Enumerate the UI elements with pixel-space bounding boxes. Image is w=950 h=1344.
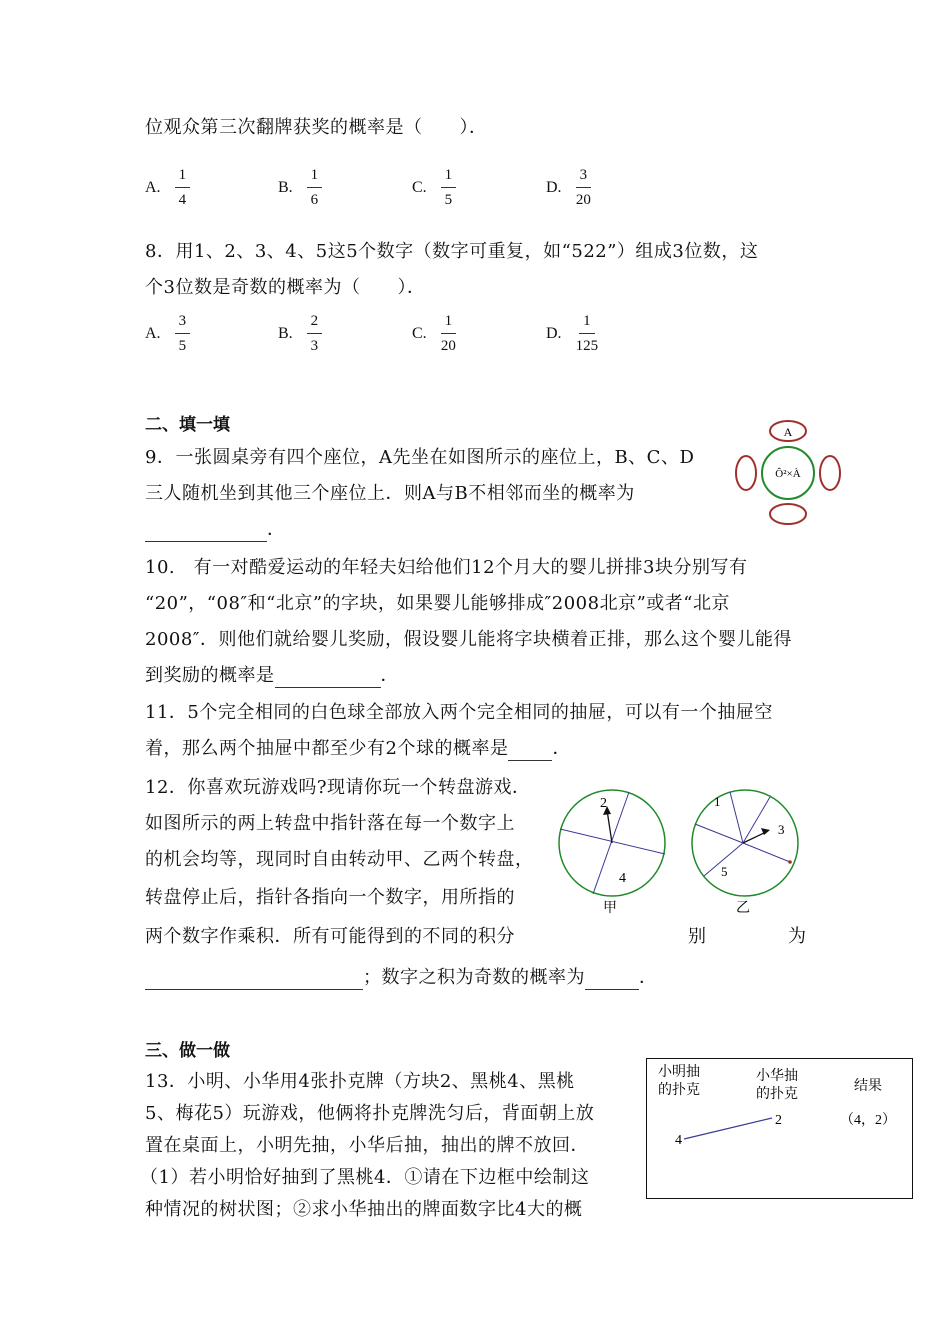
q10-text-line1: 10. 有一对酷爱运动的年轻夫妇给他们12个月大的婴儿拼排3块分别写有 bbox=[145, 557, 748, 578]
q12-text-line2: 如图所示的两上转盘中指针落在每一个数字上 bbox=[145, 813, 515, 834]
q9-text-line3 bbox=[145, 518, 286, 542]
option-label: A. bbox=[145, 324, 161, 342]
answer-blank bbox=[275, 669, 381, 688]
q8-option-d bbox=[546, 312, 598, 355]
fraction bbox=[175, 312, 191, 355]
spinner-divider bbox=[730, 792, 743, 843]
q8-option-c bbox=[412, 312, 456, 355]
q10-text-line3: 2008″．则他们就给婴儿奖励，假设婴儿能将字块横着正排，那么这个婴儿能得 bbox=[145, 629, 793, 650]
line-text: ；数字之积为奇数的概率为 bbox=[363, 967, 585, 988]
denominator: 6 bbox=[310, 192, 319, 208]
q8-text-line1: 8．用1、2、3、4、5这5个数字（数字可重复，如“522”）组成3位数，这 bbox=[145, 241, 759, 262]
option-label: B. bbox=[278, 178, 293, 196]
spinner-divider bbox=[560, 829, 665, 854]
denominator: 5 bbox=[444, 192, 453, 208]
spinner-divider bbox=[695, 824, 743, 843]
option-label: C. bbox=[412, 178, 427, 196]
sector-label: 2 bbox=[600, 796, 607, 811]
option-label: C. bbox=[412, 324, 427, 342]
option-label: D. bbox=[546, 324, 562, 342]
answer-blank bbox=[585, 971, 639, 990]
spinner-name: 甲 bbox=[603, 901, 617, 916]
line-end: ． bbox=[639, 967, 658, 988]
column-header: 结果 bbox=[854, 1079, 882, 1094]
q7-option-a bbox=[145, 166, 190, 209]
seat-right bbox=[820, 456, 840, 490]
q12-text-bie: 别 bbox=[688, 926, 707, 947]
sector-label: 4 bbox=[619, 871, 626, 886]
fraction bbox=[441, 166, 457, 209]
q12-text-line1: 12．你喜欢玩游戏吗?现请你玩一个转盘游戏． bbox=[145, 777, 531, 798]
q7-text-line1: 位观众第三次翻牌获奖的概率是（ ）． bbox=[145, 117, 488, 138]
numerator: 1 bbox=[579, 312, 595, 334]
fraction bbox=[307, 166, 323, 209]
fraction bbox=[576, 312, 599, 355]
spinner-name: 乙 bbox=[736, 901, 750, 916]
spinner-circle bbox=[692, 790, 798, 896]
column-header: 的扑克 bbox=[756, 1087, 798, 1102]
q11-text-line2 bbox=[145, 737, 571, 761]
option-label: B. bbox=[278, 324, 293, 342]
sector-label: 3 bbox=[778, 822, 785, 837]
q12-text-line6 bbox=[145, 966, 658, 990]
fraction bbox=[576, 166, 592, 209]
tree-branch bbox=[684, 1118, 772, 1139]
answer-blank bbox=[145, 971, 363, 990]
q13-text-line3: 置在桌面上，小明先抽，小华后抽，抽出的牌不放回． bbox=[145, 1135, 589, 1156]
table-label: Ô²×À bbox=[775, 468, 801, 480]
q9-text-line1: 9．一张圆桌旁有四个座位，A先坐在如图所示的座位上，B、C、D bbox=[145, 447, 695, 468]
round-table-diagram bbox=[726, 418, 850, 528]
q7-option-b bbox=[278, 166, 322, 209]
column-header: 的扑克 bbox=[658, 1083, 700, 1098]
tree-result: （4，2） bbox=[840, 1113, 896, 1128]
section-heading-fill: 二、填一填 bbox=[145, 415, 230, 435]
numerator: 3 bbox=[175, 312, 191, 334]
option-label: A. bbox=[145, 178, 161, 196]
line-end: ． bbox=[267, 519, 286, 540]
q7-option-d bbox=[546, 166, 591, 209]
line-text: 到奖励的概率是 bbox=[145, 665, 275, 686]
line-text: 着，那么两个抽屉中都至少有2个球的概率是 bbox=[145, 738, 509, 759]
fraction bbox=[441, 312, 457, 355]
spinner-pointer bbox=[607, 810, 612, 843]
q12-text-line5: 两个数字作乘积．所有可能得到的不同的积分 bbox=[145, 926, 515, 947]
answer-blank bbox=[145, 523, 267, 542]
denominator: 4 bbox=[178, 192, 187, 208]
column-header: 小明抽 bbox=[658, 1065, 700, 1080]
numerator: 1 bbox=[307, 166, 323, 188]
seat-left bbox=[736, 456, 756, 490]
q12-text-wei: 为 bbox=[788, 926, 807, 947]
denominator: 3 bbox=[310, 338, 319, 354]
q9-text-line2: 三人随机坐到其他三个座位上．则A与B不相邻而坐的概率为 bbox=[145, 483, 635, 504]
column-header: 小华抽 bbox=[756, 1069, 798, 1084]
q12-text-line3: 的机会均等，现同时自由转动甲、乙两个转盘， bbox=[145, 849, 534, 870]
spinner-jia bbox=[553, 784, 671, 918]
sector-label: 5 bbox=[721, 864, 728, 879]
sector-label: 1 bbox=[714, 794, 721, 809]
denominator: 20 bbox=[440, 338, 456, 354]
answer-blank bbox=[508, 742, 552, 761]
q11-text-line1: 11．5个完全相同的白色球全部放入两个完全相同的抽屉，可以有一个抽屉空 bbox=[145, 702, 773, 723]
q7-option-c bbox=[412, 166, 456, 209]
q8-option-b bbox=[278, 312, 322, 355]
numerator: 2 bbox=[307, 312, 323, 334]
q10-text-line2: “20”，“08″和“北京”的字块，如果婴儿能够排成″2008北京”或者“北京 bbox=[145, 593, 730, 614]
tree-diagram-box bbox=[646, 1058, 914, 1200]
numerator: 3 bbox=[576, 166, 592, 188]
line-end: ． bbox=[552, 738, 571, 759]
q13-text-line2: 5、梅花5）玩游戏，他俩将扑克牌洗匀后，背面朝上放 bbox=[145, 1103, 595, 1124]
denominator: 20 bbox=[575, 192, 591, 208]
numerator: 1 bbox=[441, 166, 457, 188]
seat-bottom bbox=[770, 504, 806, 524]
fraction bbox=[307, 312, 323, 355]
q13-text-line5: 种情况的树状图；②求小华抽出的牌面数字比4大的概 bbox=[145, 1199, 583, 1220]
q8-text-line2: 个3位数是奇数的概率为（ ）． bbox=[145, 277, 426, 298]
denominator: 5 bbox=[178, 338, 187, 354]
fraction bbox=[175, 166, 191, 209]
seat-top-label: A bbox=[783, 425, 793, 439]
q13-text-line1: 13．小明、小华用4张扑克牌（方块2、黑桃4、黑桃 bbox=[145, 1071, 575, 1092]
denominator: 125 bbox=[575, 338, 599, 354]
spinner-yi bbox=[686, 784, 804, 918]
section-heading-do: 三、做一做 bbox=[145, 1041, 230, 1061]
q8-option-a bbox=[145, 312, 190, 355]
tree-node: 2 bbox=[775, 1113, 782, 1128]
line-end: ． bbox=[380, 665, 399, 686]
spinner-divider bbox=[743, 843, 790, 862]
numerator: 1 bbox=[441, 312, 457, 334]
q10-text-line4 bbox=[145, 664, 399, 688]
q13-text-line4: （1）若小明恰好抽到了黑桃4．①请在下边框中绘制这 bbox=[140, 1167, 590, 1188]
numerator: 1 bbox=[175, 166, 191, 188]
q12-text-line4: 转盘停止后，指针各指向一个数字，用所指的 bbox=[145, 887, 515, 908]
option-label: D. bbox=[546, 178, 562, 196]
spinner-dot bbox=[788, 860, 792, 864]
tree-node: 4 bbox=[675, 1133, 682, 1148]
